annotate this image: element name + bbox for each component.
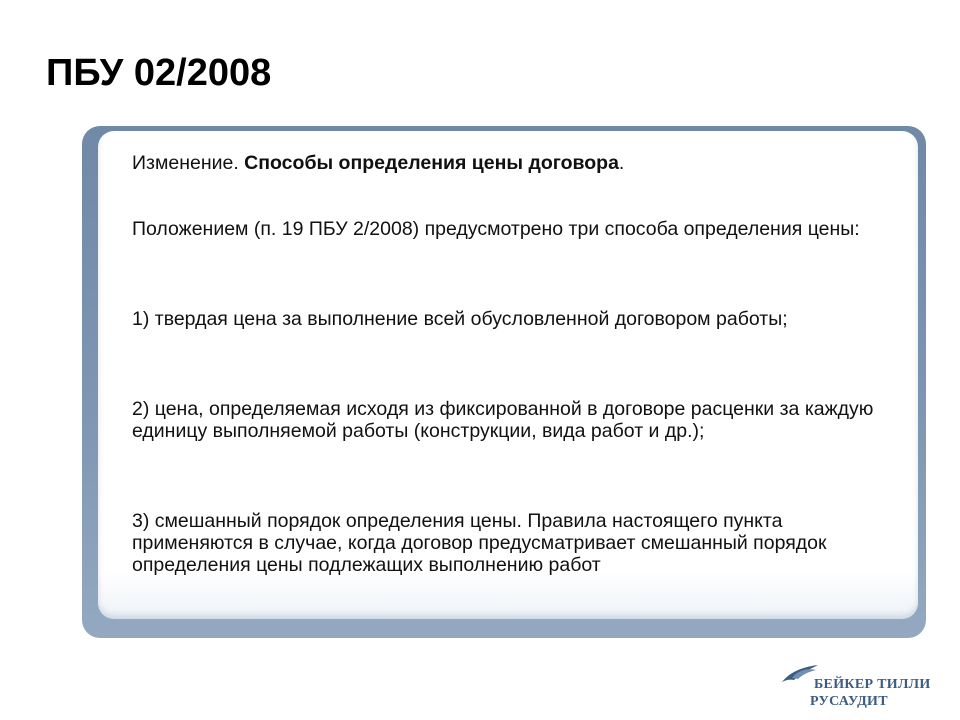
slide-title: ПБУ 02/2008 xyxy=(46,52,272,94)
intro-bold-phrase: Способы определения цены договора xyxy=(244,152,619,174)
method-item-3: 3) смешанный порядок определения цены. Правила настоящего пункта применяются в случае, когда договор предусматривает смешанный порядок определения цены подлежащих выполнению работ xyxy=(132,510,827,576)
method-item-1: 1) твердая цена за выполнение всей обусловленной договором работы; xyxy=(132,308,788,330)
intro-suffix: . xyxy=(618,152,625,174)
company-logo xyxy=(780,660,940,712)
logo-text-line1: БЕЙКЕР ТИЛЛИ xyxy=(814,677,931,692)
intro-prefix: Изменение. xyxy=(132,152,245,174)
intro-line xyxy=(132,152,892,174)
logo-text-line2: РУСАУДИТ xyxy=(810,694,888,709)
method-item-2: 2) цена, определяемая исходя из фиксированной в договоре расценки за каждую единицу выполняемой работы (конструкции, вида работ и др.); xyxy=(132,398,874,442)
description-paragraph: Положением (п. 19 ПБУ 2/2008) предусмотрено три способа определения цены: xyxy=(132,218,860,240)
